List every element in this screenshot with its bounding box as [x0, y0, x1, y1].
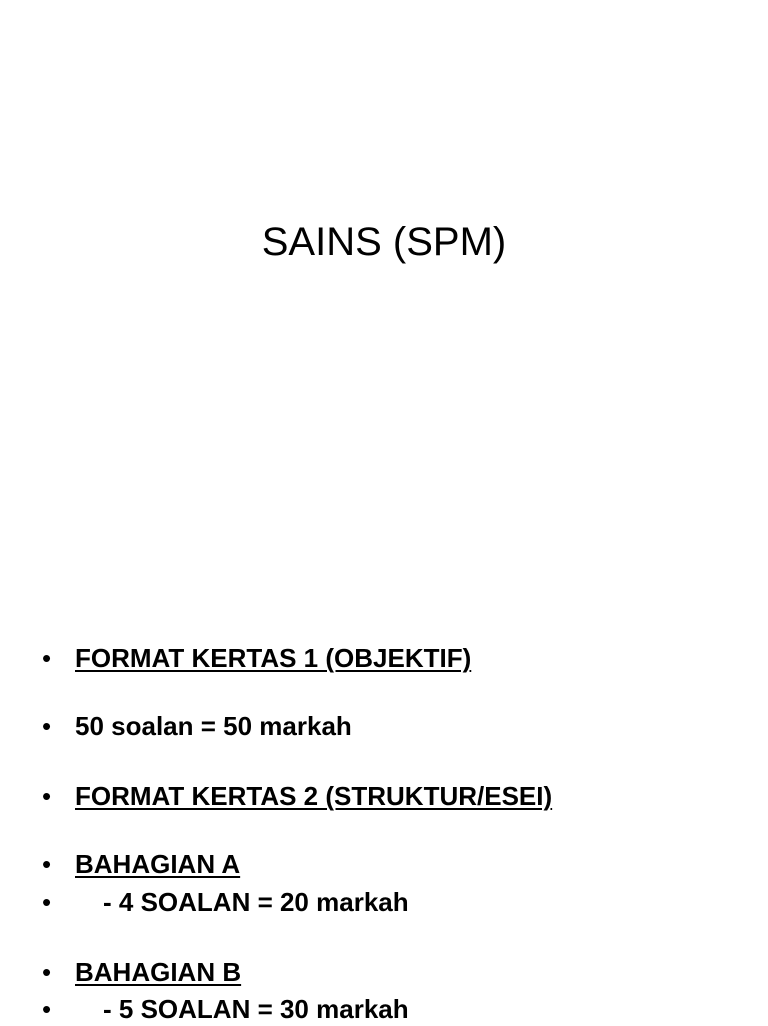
- bullet-heading: BAHAGIAN B: [75, 957, 242, 987]
- bullet-marker: •: [42, 711, 52, 741]
- bullet-item-bahagian-a: [0, 847, 768, 881]
- bullet-marker: •: [42, 994, 52, 1024]
- bullet-marker: •: [42, 957, 52, 987]
- bullet-marker: •: [42, 781, 52, 811]
- bullet-heading: FORMAT KERTAS 2 (STRUKTUR/ESEI): [75, 781, 553, 811]
- bullet-item-50-soalan: [0, 709, 768, 743]
- bullet-text: 50 soalan = 50 markah: [75, 711, 352, 741]
- bullet-marker: •: [42, 849, 52, 879]
- bullet-item-bahagian-b: [0, 955, 768, 989]
- bullet-text: - 5 SOALAN = 30 markah: [103, 994, 409, 1024]
- bullet-heading: BAHAGIAN A: [75, 849, 241, 879]
- bullet-item-4-soalan: [0, 885, 768, 919]
- bullet-item-format-kertas-2: [0, 779, 768, 813]
- slide-title: SAINS (SPM): [261, 220, 507, 264]
- bullet-heading: FORMAT KERTAS 1 (OBJEKTIF): [75, 643, 472, 673]
- bullet-text: - 4 SOALAN = 20 markah: [103, 887, 409, 917]
- bullet-item-5-soalan: [0, 992, 768, 1026]
- bullet-marker: •: [42, 643, 52, 673]
- bullet-marker: •: [42, 887, 52, 917]
- bullet-item-format-kertas-1: [0, 641, 768, 675]
